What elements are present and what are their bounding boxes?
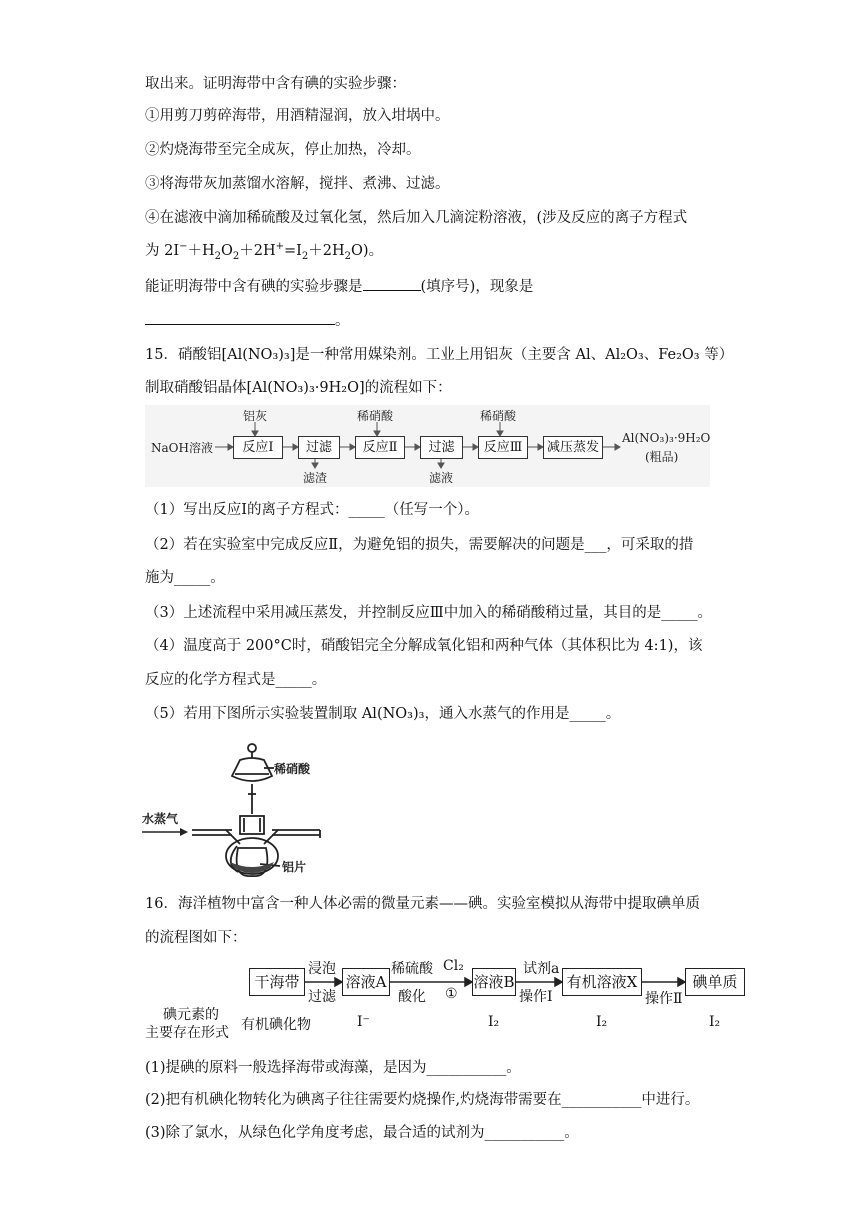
p14-step2: ②灼烧海带至完全成灰，停止加热，冷却。	[145, 142, 421, 158]
p16-q1: (1)提碘的原料一般选择海带或海藻，是因为___________。	[145, 1060, 521, 1076]
p15-line2: 制取硝酸铝晶体[Al(NO₃)₃·9H₂O]的流程如下：	[145, 380, 452, 396]
p14-step3: ③将海带灰加蒸馏水溶解，搅拌、煮沸、过滤。	[145, 176, 450, 192]
flow-box-reaction3: 反应Ⅲ	[478, 436, 528, 459]
form-organic-iodide: 有机碘化物	[241, 1017, 311, 1033]
p14-question-cont: 。	[145, 310, 350, 331]
form-iodine-final: I₂	[709, 1014, 721, 1030]
arrow2-bottom: 酸化	[398, 989, 426, 1005]
row-label-line2: 主要存在形式	[145, 1025, 229, 1041]
p16-flowchart	[145, 958, 755, 1041]
p15-apparatus-figure	[140, 738, 330, 878]
flow2-box-solution-a: 溶液A	[342, 968, 390, 996]
apparatus-drawing	[140, 738, 330, 878]
p15-q5: （5）若用下图所示实验装置制取 Al(NO₃)₃，通入水蒸气的作用是_____。	[145, 706, 621, 722]
arrow4-top: 试剂a	[523, 961, 560, 977]
arrow4-bottom: 操作Ⅰ	[519, 989, 553, 1005]
flow-box-reaction1: 反应Ⅰ	[233, 436, 283, 459]
flow2-box-organic-x: 有机溶液X	[562, 968, 642, 996]
p16-q3: (3)除了氯水，从绿色化学角度考虑，最合适的试剂为___________。	[145, 1125, 579, 1141]
flow-box-filter1: 过滤	[298, 436, 340, 459]
p14-step1: ①用剪刀剪碎海带，用酒精湿润，放入坩埚中。	[145, 108, 450, 124]
label-aluminum-chips: 铝片	[282, 860, 307, 874]
flow2-box-solution-b: 溶液B	[472, 968, 516, 996]
flow-input-nitric1: 稀硝酸	[357, 409, 394, 423]
form-iodine-b: I₂	[488, 1014, 500, 1030]
p15-line1: 15．硝酸铝[Al(NO₃)₃]是一种常用媒染剂。工业上用铝灰（主要含 Al、Al₂O₃、Fe₂O₃ 等）	[145, 347, 734, 363]
answer-blank[interactable]	[363, 276, 421, 291]
p15-flowchart	[145, 405, 710, 487]
arrow1-top: 浸泡	[308, 961, 336, 977]
p16-line1: 16．海洋植物中富含一种人体必需的微量元素——碘。实验室模拟从海带中提取碘单质	[145, 896, 700, 912]
flow-start: NaOH溶液	[151, 441, 213, 455]
form-iodide: I⁻	[357, 1014, 370, 1030]
flow-box-reaction2: 反应Ⅱ	[355, 436, 405, 459]
arrow3-bottom: ①	[445, 986, 458, 1002]
p14-step4-equation: 为 $2I^-+H_2O_2+2H^+=I_2+2H_2O$)。	[145, 241, 384, 262]
p16-q2: (2)把有机碘化物转化为碘离子往往需要灼烧操作,灼烧海带需要在___________中进行。	[145, 1092, 700, 1108]
p15-q2-cont: 施为_____。	[145, 570, 225, 586]
p14-line1: 取出来。证明海带中含有碘的实验步骤：	[145, 76, 406, 92]
flow-box-evaporation: 减压蒸发	[543, 436, 603, 459]
form-iodine-x: I₂	[596, 1014, 608, 1030]
label-steam: 水蒸气	[142, 812, 179, 826]
p14-step4: ④在滤液中滴加稀硫酸及过氧化氢，然后加入几滴淀粉溶液，(涉及反应的离子方程式	[145, 210, 688, 226]
arrow5-bottom: 操作Ⅱ	[645, 991, 683, 1007]
arrow3-top: Cl₂	[443, 958, 464, 974]
flow-product-note: (粗品)	[645, 450, 679, 464]
p16-line2: 的流程图如下：	[145, 930, 247, 946]
flow-product: Al(NO₃)₃·9H₂O	[622, 431, 711, 445]
flow2-box-dry-kelp: 干海带	[249, 968, 305, 996]
flow-output-residue: 滤渣	[303, 471, 328, 485]
flow-input-nitric2: 稀硝酸	[480, 409, 517, 423]
arrow1-bottom: 过滤	[308, 989, 336, 1005]
flow-box-filter2: 过滤	[420, 436, 463, 459]
label-nitric-acid: 稀硝酸	[274, 762, 311, 776]
flow-input-al-ash: 铝灰	[243, 409, 268, 423]
row-label-line1: 碘元素的	[163, 1007, 219, 1023]
p15-q2: （2）若在实验室中完成反应Ⅱ，为避免铝的损失，需要解决的问题是___，可采取的措	[145, 537, 694, 553]
flow2-box-iodine: 碘单质	[685, 968, 745, 996]
p14-question: 能证明海带中含有碘的实验步骤是 (填序号)，现象是	[145, 276, 533, 297]
p15-q4-cont: 反应的化学方程式是_____。	[145, 672, 327, 688]
arrow2-top: 稀硫酸	[391, 961, 433, 977]
p15-q1: （1）写出反应Ⅰ的离子方程式：_____（任写一个）。	[145, 502, 479, 518]
answer-blank[interactable]	[145, 310, 335, 325]
p15-q4: （4）温度高于 200°C时，硝酸铝完全分解成氧化铝和两种气体（其体积比为 4:1)，该	[145, 638, 703, 654]
p15-q3: （3）上述流程中采用减压蒸发，并控制反应Ⅲ中加入的稀硝酸稍过量，其目的是_____。	[145, 605, 712, 621]
flow-output-filtrate: 滤液	[429, 471, 454, 485]
